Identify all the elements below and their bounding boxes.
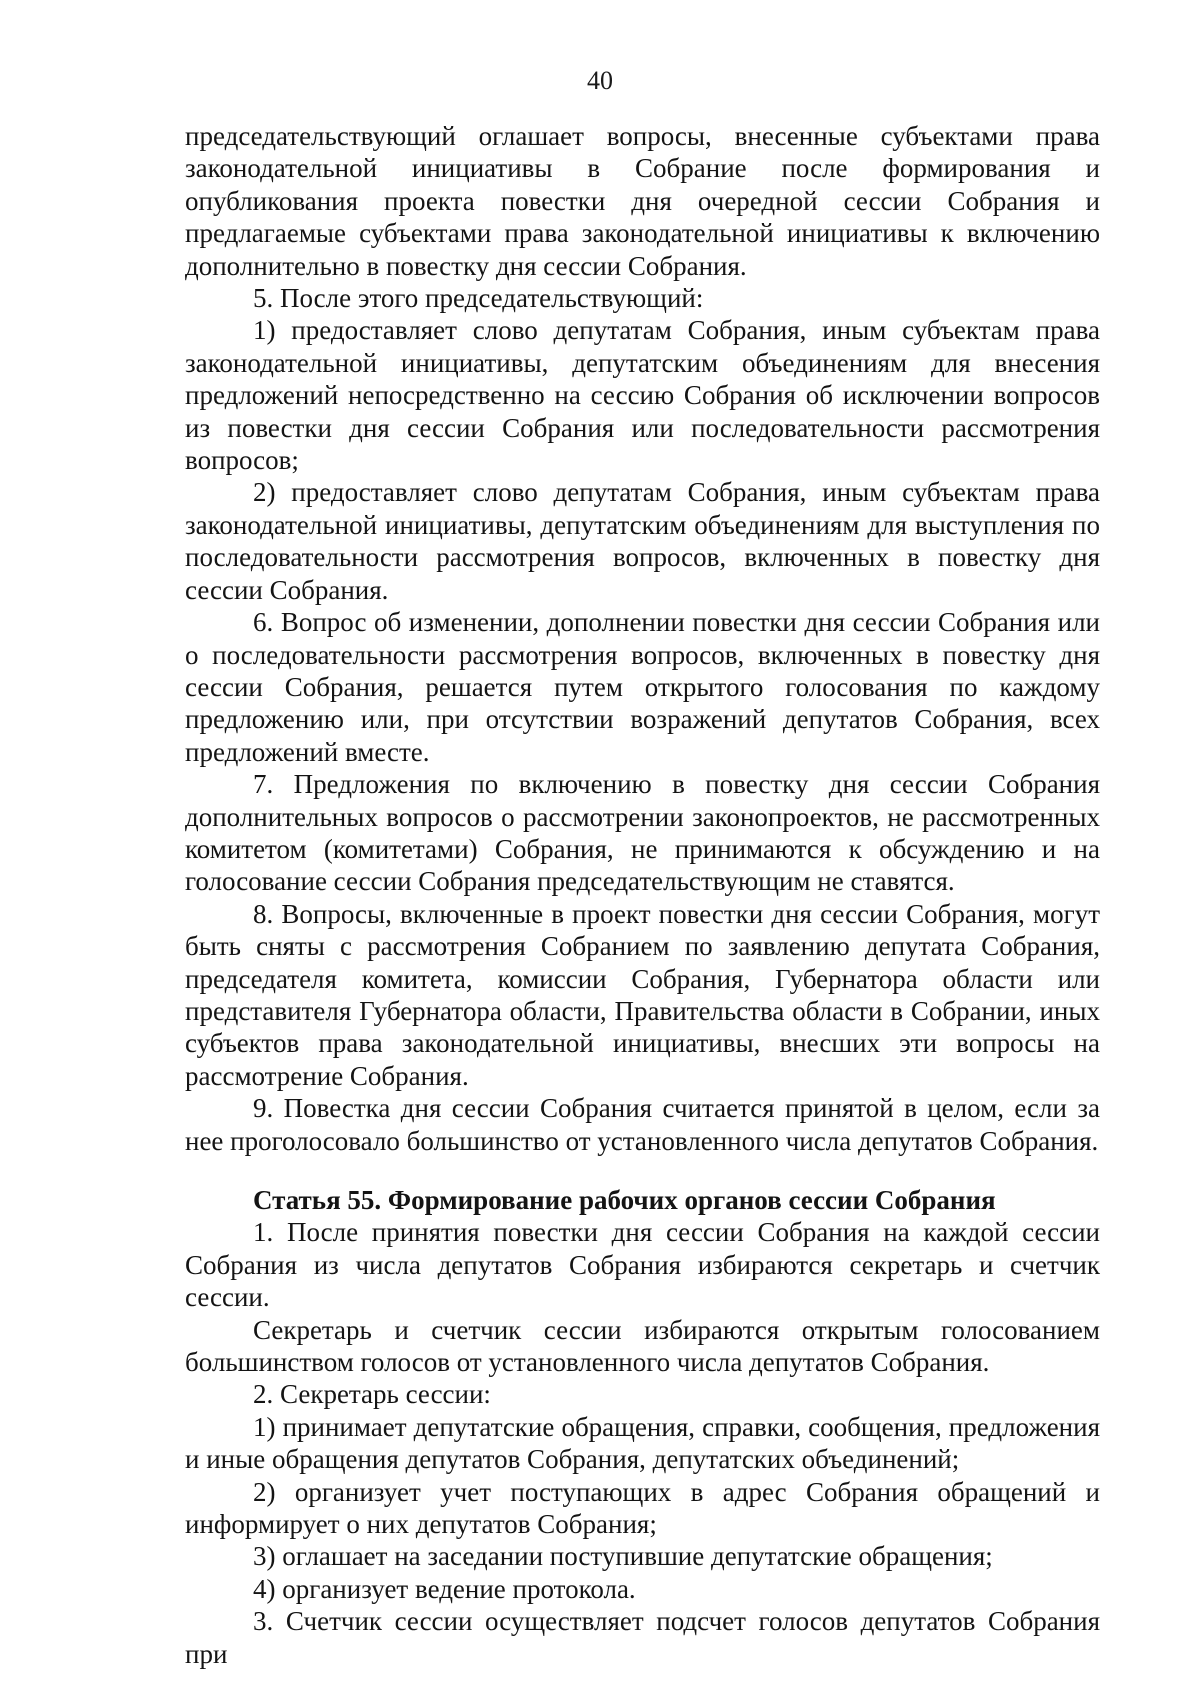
paragraph-subitem-5-1: 1) предоставляет слово депутатам Собрания, иным субъектам права законодательной инициативы, депутатским объединениям для внесения предложений непосредственно на сессию Собрания об исключении вопросов из повестки дня сессии Собрания или последовательности рассмотрения вопросов; [185,315,1100,476]
paragraph-subitem-5-2: 2) предоставляет слово депутатам Собрания, иным субъектам права законодательной инициативы, депутатским объединениям для выступления по последовательности рассмотрения вопросов, включенных в повестку дня сессии Собрания. [185,477,1100,605]
page-number: 40 [587,66,613,95]
document-body [185,120,1100,1670]
paragraph-item-6: 6. Вопрос об изменении, дополнении повестки дня сессии Собрания или о последовательности рассмотрения вопросов, включенных в повестку дня сессии Собрания, решается путем открытого голосования по каждому предложению или, при отсутствии возражений депутатов Собрания, всех предложений вместе. [185,607,1100,767]
paragraph-item-8: 8. Вопросы, включенные в проект повестки дня сессии Собрания, могут быть сняты с рассмотрения Собранием по заявлению депутата Собрания, председателя комитета, комиссии Собрания, Губернатора области или представителя Губернатора области, Правительства области в Собрании, иных субъектов права законодательной инициативы, внесших эти вопросы на рассмотрение Собрания. [185,898,1100,1091]
article-subitem-2-3: 3) оглашает на заседании поступившие депутатские обращения; [253,1541,993,1572]
article-paragraph-2: 2. Секретарь сессии: [253,1379,491,1410]
article-heading: Статья 55. Формирование рабочих органов сессии Собрания [253,1185,996,1215]
article-subitem-2-2: 2) организует учет поступающих в адрес Собрания обращений и информирует о них депутатов Собрания; [185,1476,1100,1540]
article-subitem-2-1: 1) принимает депутатские обращения, справки, сообщения, предложения и иные обращения депутатов Собрания, депутатских объединений; [185,1411,1100,1475]
article-paragraph-1: 1. После принятия повестки дня сессии Собрания на каждой сессии Собрания из числа депутатов Собрания избираются секретарь и счетчик сессии. [185,1217,1100,1313]
paragraph-continuation: председательствующий оглашает вопросы, внесенные субъектами права законодательной инициативы в Собрание после формирования и опубликования проекта повестки дня очередной сессии Собрания и предлагаемые субъектами права законодательной инициативы к включению дополнительно в повестку дня сессии Собрания. [185,121,1100,281]
article-paragraph-1-continued: Секретарь и счетчик сессии избираются открытым голосованием большинством голосов от установленного числа депутатов Собрания. [185,1314,1100,1378]
article-paragraph-3: 3. Счетчик сессии осуществляет подсчет голосов депутатов Собрания при [185,1606,1100,1669]
paragraph-item-5: 5. После этого председательствующий: [253,283,704,314]
paragraph-item-7: 7. Предложения по включению в повестку дня сессии Собрания дополнительных вопросов о рассмотрении законопроектов, не рассмотренных комитетом (комитетами) Собрания, не принимаются к обсуждению и на голосование сессии Собрания председательствующим не ставятся. [185,769,1100,897]
article-subitem-2-4: 4) организует ведение протокола. [253,1573,636,1604]
paragraph-item-9: 9. Повестка дня сессии Собрания считается принятой в целом, если за нее проголосовало большинство от установленного числа депутатов Собрания. [185,1093,1100,1156]
